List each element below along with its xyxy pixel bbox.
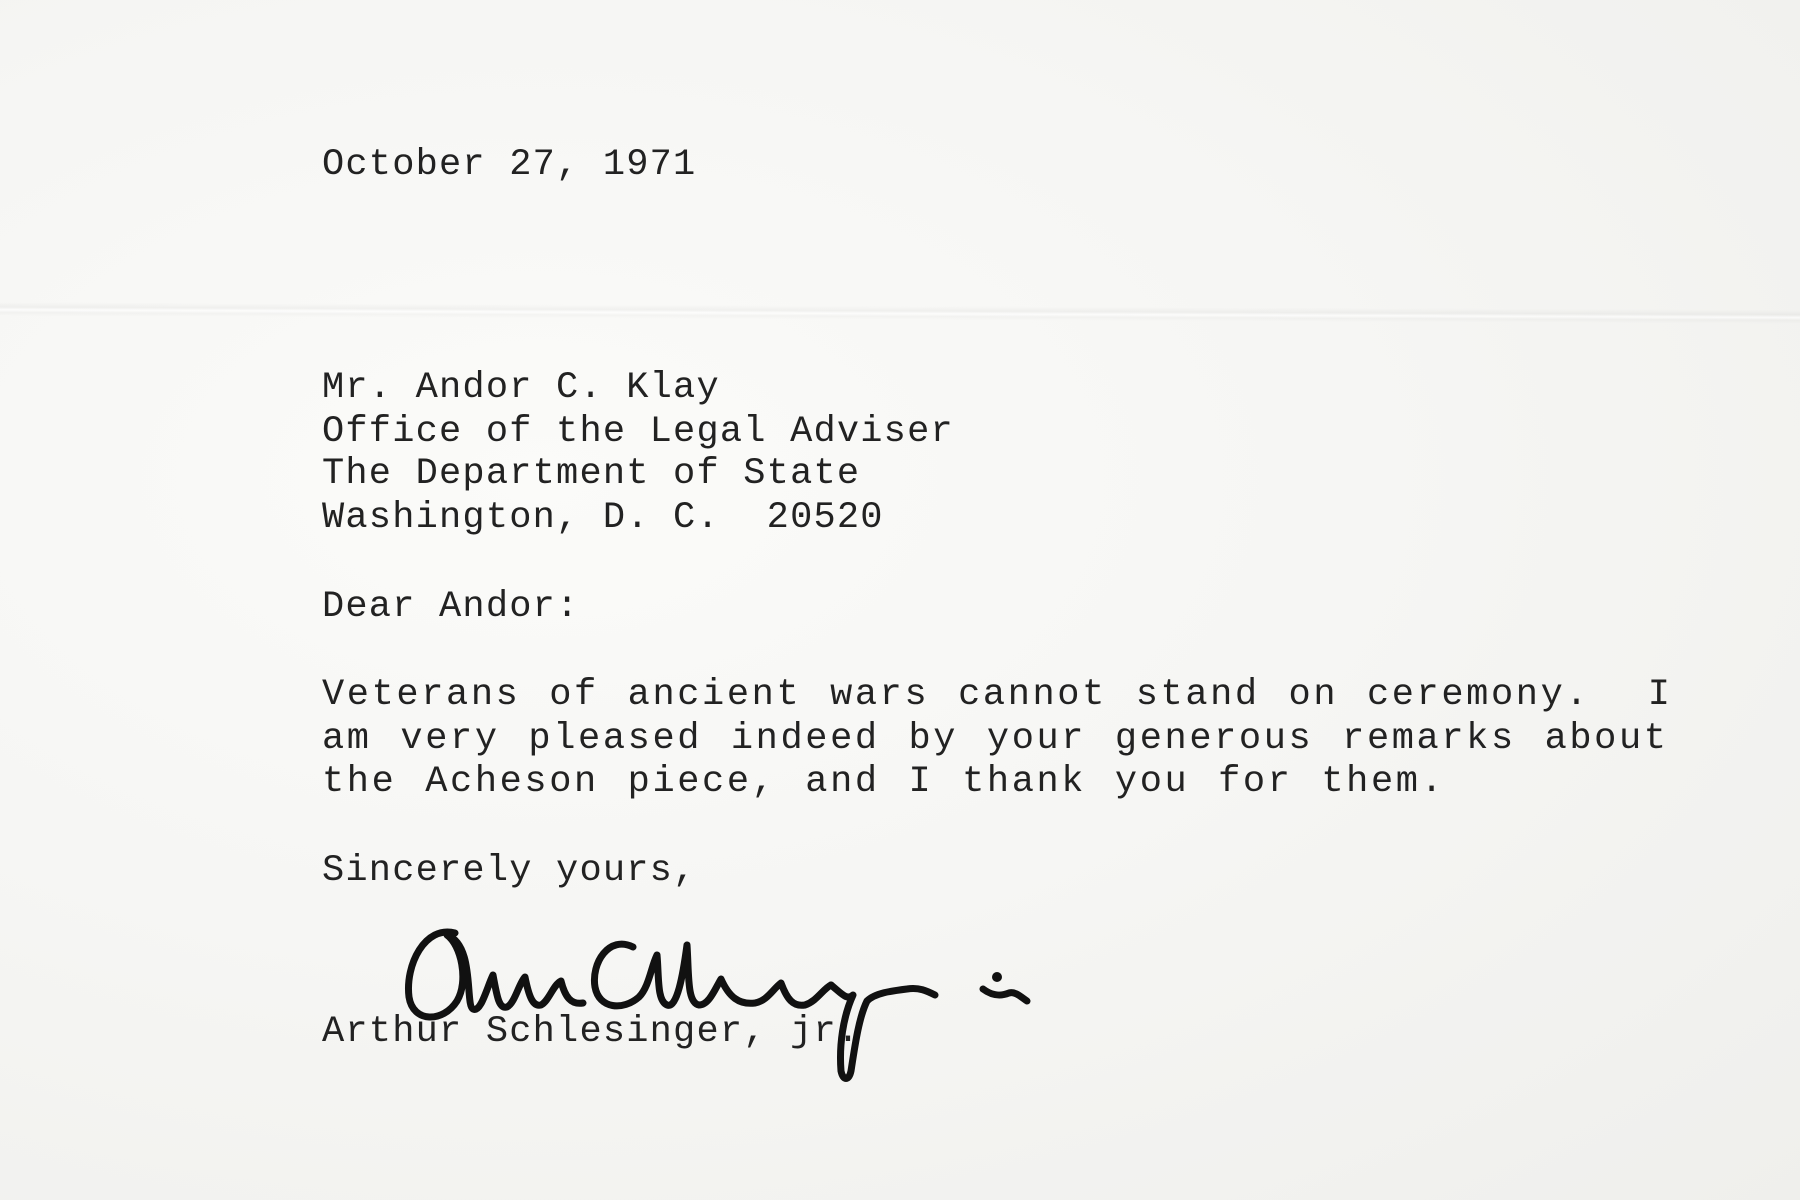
address-line-city: Washington, D. C. 20520 xyxy=(322,497,884,539)
paper-fold-crease xyxy=(0,302,1800,324)
handwritten-signature xyxy=(395,905,1055,1085)
body-line-2: am very pleased indeed by your generous remarks about xyxy=(322,718,1669,760)
body-line-1: Veterans of ancient wars cannot stand on ceremony. I xyxy=(322,674,1673,716)
closing: Sincerely yours, xyxy=(322,850,697,892)
address-line-name: Mr. Andor C. Klay xyxy=(322,367,720,409)
address-line-department: The Department of State xyxy=(322,453,861,495)
salutation: Dear Andor: xyxy=(322,586,580,628)
signature-name: Arthur Schlesinger, jr. xyxy=(322,1011,861,1053)
letter-date: October 27, 1971 xyxy=(322,144,697,186)
address-line-office: Office of the Legal Adviser xyxy=(322,411,954,453)
body-line-3: the Acheson piece, and I thank you for them. xyxy=(322,761,1446,803)
